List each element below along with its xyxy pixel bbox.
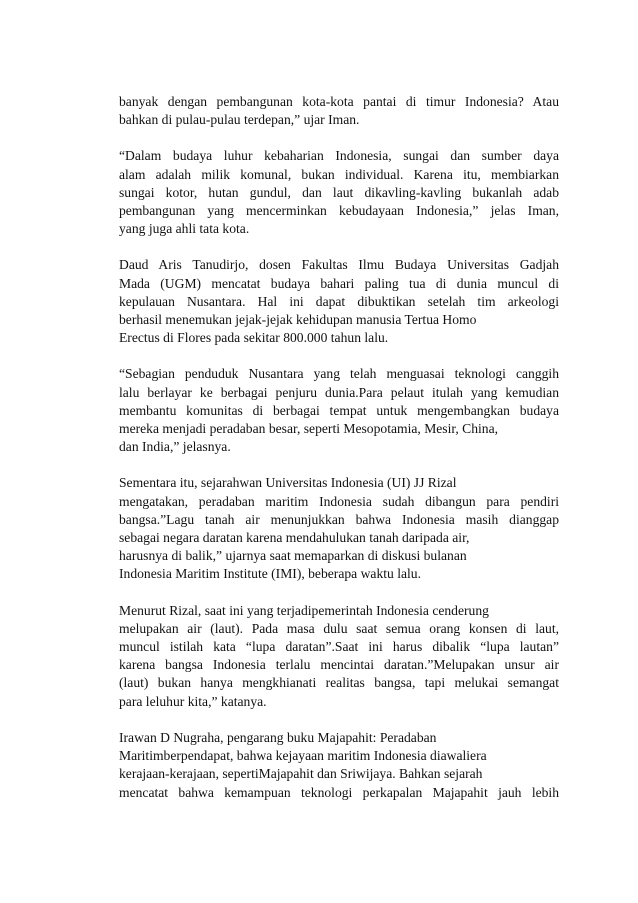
text-line: sungai kotor, hutan gundul, dan laut dikavling-kavling bukanlah adab <box>119 184 559 200</box>
document-body <box>119 93 559 820</box>
paragraph-1 <box>119 93 559 129</box>
text-line: Mada (UGM) mencatat budaya bahari paling tua di dunia muncul di <box>119 275 559 291</box>
text-line: bangsa.”Lagu tanah air menunjukkan bahwa Indonesia masih dianggap <box>119 511 559 527</box>
paragraph-3 <box>119 256 559 347</box>
text-line: mencatat bahwa kemampuan teknologi perkapalan Majapahit jauh lebih <box>119 784 559 800</box>
text-line: dan India,” jelasnya. <box>119 439 231 455</box>
text-line: harusnya di balik,” ujarnya saat memaparkan di diskusi bulanan <box>119 548 467 564</box>
text-line: Erectus di Flores pada sekitar 800.000 tahun lalu. <box>119 330 389 346</box>
text-line: Menurut Rizal, saat ini yang terjadipemerintah Indonesia cenderung <box>119 602 489 618</box>
text-line: banyak dengan pembangunan kota-kota pantai di timur Indonesia? Atau <box>119 94 559 109</box>
paragraph-2 <box>119 147 559 238</box>
text-line: bahkan di pulau-pulau terdepan,” ujar Iman. <box>119 112 360 128</box>
paragraph-4 <box>119 365 559 456</box>
text-line: karena bangsa Indonesia terlalu mencintai daratan.”Melupakan unsur air <box>119 657 559 673</box>
paragraph-7 <box>119 729 559 802</box>
text-line: melupakan air (laut). Pada masa dulu saat semua orang konsen di laut, <box>119 620 559 636</box>
text-line: pembangunan yang mencerminkan kebudayaan Indonesia,” jelas Iman, <box>119 203 559 219</box>
text-line: yang juga ahli tata kota. <box>119 221 250 237</box>
text-line: Daud Aris Tanudirjo, dosen Fakultas Ilmu Budaya Universitas Gadjah <box>119 257 559 273</box>
text-line: lalu berlayar ke berbagai penjuru dunia.Para pelaut itulah yang kemudian <box>119 384 559 400</box>
text-line: Irawan D Nugraha, pengarang buku Majapahit: Peradaban <box>119 729 437 745</box>
text-line: berhasil menemukan jejak-jejak kehidupan manusia Tertua Homo <box>119 312 477 328</box>
text-line: Sementara itu, sejarahwan Universitas Indonesia (UI) JJ Rizal <box>119 475 457 491</box>
text-line: kerajaan-kerajaan, sepertiMajapahit dan Sriwijaya. Bahkan sejarah <box>119 766 483 782</box>
text-line: Maritimberpendapat, bahwa kejayaan maritim Indonesia diawaliera <box>119 748 487 764</box>
text-line: para leluhur kita,” katanya. <box>119 693 267 709</box>
text-line: “Sebagian penduduk Nusantara yang telah menguasai teknologi canggih <box>119 366 559 382</box>
text-line: mengatakan, peradaban maritim Indonesia sudah dibangun para pendiri <box>119 493 559 509</box>
text-line: muncul istilah kata “lupa daratan”.Saat ini harus dibalik “lupa lautan” <box>119 639 559 655</box>
text-line: “Dalam budaya luhur kebaharian Indonesia, sungai dan sumber daya <box>119 148 559 164</box>
text-line: Indonesia Maritim Institute (IMI), beberapa waktu lalu. <box>119 566 421 582</box>
paragraph-5 <box>119 474 559 583</box>
text-line: kepulauan Nusantara. Hal ini dapat dibuktikan setelah tim arkeologi <box>119 293 559 309</box>
paragraph-6 <box>119 602 559 711</box>
text-line: alam adalah milik komunal, bukan individual. Karena itu, membiarkan <box>119 166 559 182</box>
text-line: sebagai negara daratan karena mendahulukan tanah daripada air, <box>119 530 470 546</box>
text-line: (laut) bukan hanya mengkhianati realitas bangsa, tapi melukai semangat <box>119 675 559 691</box>
text-line: mereka menjadi peradaban besar, seperti Mesopotamia, Mesir, China, <box>119 421 499 437</box>
text-line: membantu komunitas di berbagai tempat untuk mengembangkan budaya <box>119 402 559 418</box>
